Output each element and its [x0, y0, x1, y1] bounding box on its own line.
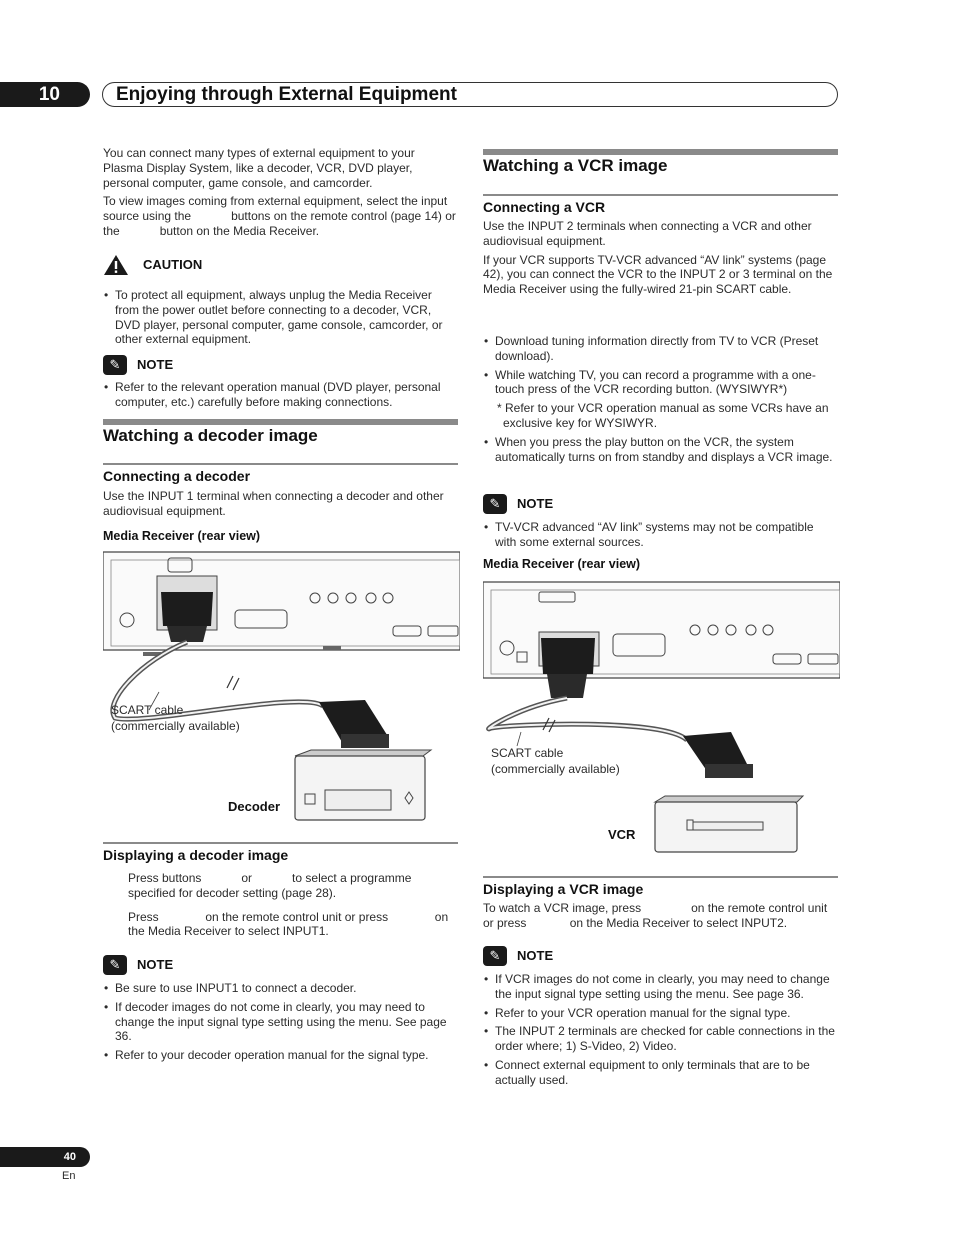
note-item: • Refer to your VCR operation manual for the signal type.: [483, 1006, 838, 1021]
cable-label-note: (commercially available): [491, 762, 620, 776]
footnote: * Refer to your VCR operation manual as some VCRs have an exclusive key for WYSIWYR.: [497, 401, 829, 430]
connecting-vcr-paragraph: Use the INPUT 2 terminals when connecting a VCR and other audiovisual equipment.: [483, 219, 812, 248]
intro-text: [103, 146, 458, 243]
chapter-number: 10: [0, 82, 90, 107]
intro-paragraph: To view images coming from external equipment, select the input source using the buttons on the remote control (page 14) or the button on the Media Receiver.: [103, 194, 460, 238]
section-title-vcr: Watching a VCR image: [483, 156, 668, 175]
feature-item: • When you press the play button on the VCR, the system automatically turns on from standby and displays a VCR image.: [483, 435, 838, 465]
note-item: • If decoder images do not come in clearly, you may need to change the input signal type setting using the menu. See page 36.: [103, 1000, 458, 1044]
av-link-features: [483, 334, 838, 468]
note-box: [103, 954, 458, 1067]
display-step: Press on the remote control unit or press on the Media Receiver to select INPUT1.: [128, 909, 452, 939]
note-item: • Refer to the relevant operation manual (DVD player, personal computer, etc.) carefully before making connections.: [103, 380, 458, 410]
caution-item: • To protect all equipment, always unplug the Media Receiver from the power outlet before connecting to a decoder, VCR, DVD player, personal computer, game console, camcorder, or other external equipment.: [103, 288, 458, 347]
section-divider: [103, 419, 458, 425]
cable-label: SCART cable: [111, 703, 184, 717]
feature-item-text: While watching TV, you can record a programme with a one-touch press of the VCR recording button. (WYSIWYR*): [495, 367, 816, 397]
page-number: 40: [0, 1147, 90, 1167]
subsection-title-displaying-vcr: Displaying a VCR image: [483, 881, 644, 897]
note-item: • Connect external equipment to only terminals that are to be actually used.: [483, 1058, 838, 1088]
connecting-decoder-text: Use the INPUT 1 terminal when connecting a decoder and other audiovisual equipment.: [103, 489, 444, 518]
vcr-connection-illustration: [483, 578, 840, 860]
note-label: NOTE: [137, 956, 174, 972]
cable-label: SCART cable: [491, 746, 564, 760]
note-item: • Be sure to use INPUT1 to connect a decoder.: [103, 981, 458, 996]
diagram-caption: Media Receiver (rear view): [103, 529, 261, 543]
note-box: [103, 354, 458, 414]
warning-triangle-icon: [103, 254, 129, 276]
display-steps: [128, 871, 458, 939]
note-label: NOTE: [137, 356, 174, 372]
subsection-title-connecting-vcr: Connecting a VCR: [483, 199, 606, 215]
pencil-note-icon: ✎: [103, 955, 127, 975]
caution-label: CAUTION: [143, 256, 203, 272]
vcr-connection-diagram: [483, 578, 840, 860]
decoder-connection-illustration: [103, 550, 460, 828]
feature-item: • Download tuning information directly from TV to VCR (Preset download).: [483, 334, 838, 364]
cable-label-note: (commercially available): [111, 719, 240, 733]
pencil-note-icon: ✎: [103, 355, 127, 375]
pencil-note-icon: ✎: [483, 494, 507, 514]
device-label-vcr: VCR: [608, 827, 636, 842]
note-item: • The INPUT 2 terminals are checked for cable connections in the order where; 1) S-Video, 2) Video.: [483, 1024, 838, 1054]
language-code: En: [62, 1170, 76, 1182]
note-box: [483, 493, 838, 554]
subsection-title-displaying-decoder: Displaying a decoder image: [103, 847, 289, 863]
decoder-connection-diagram: [103, 550, 460, 828]
note-item: • TV-VCR advanced “AV link” systems may not be compatible with some external sources.: [483, 520, 838, 550]
section-divider: [483, 149, 838, 155]
note-label: NOTE: [517, 947, 554, 963]
pencil-note-icon: ✎: [483, 946, 507, 966]
note-label: NOTE: [517, 495, 554, 511]
note-item: • Refer to your decoder operation manual for the signal type.: [103, 1048, 458, 1063]
display-step: Press buttons or to select a programme specified for decoder setting (page 28).: [128, 871, 415, 900]
note-item: • If VCR images do not come in clearly, you may need to change the input signal type setting using the menu. See page 36.: [483, 972, 838, 1002]
displaying-vcr-text: To watch a VCR image, press on the remote control unit or press on the Media Receiver to select INPUT2.: [483, 901, 831, 930]
chapter-title: Enjoying through External Equipment: [102, 82, 838, 107]
caution-box: [103, 254, 458, 351]
subsection-title-connecting-decoder: Connecting a decoder: [103, 468, 251, 484]
note-box: [483, 945, 838, 1092]
intro-paragraph: You can connect many types of external equipment to your Plasma Display System, like a decoder, VCR, DVD player, personal computer, game console, and camcorder.: [103, 146, 415, 190]
subsection-divider: [483, 194, 838, 196]
subsection-divider: [483, 876, 838, 878]
subsection-divider: [103, 463, 458, 465]
section-title-decoder: Watching a decoder image: [103, 426, 318, 445]
connecting-vcr-paragraph: If your VCR supports TV-VCR advanced “AV link” systems (page 42), you can connect the VCR to the INPUT 2 or 3 terminal on the Media Receiver using the fully-wired 21-pin SCART cable.: [483, 252, 833, 297]
diagram-caption: Media Receiver (rear view): [483, 557, 641, 571]
connecting-vcr-text: [483, 219, 838, 301]
feature-item: [483, 368, 838, 431]
device-label-decoder: Decoder: [228, 799, 281, 814]
subsection-divider: [103, 842, 458, 844]
